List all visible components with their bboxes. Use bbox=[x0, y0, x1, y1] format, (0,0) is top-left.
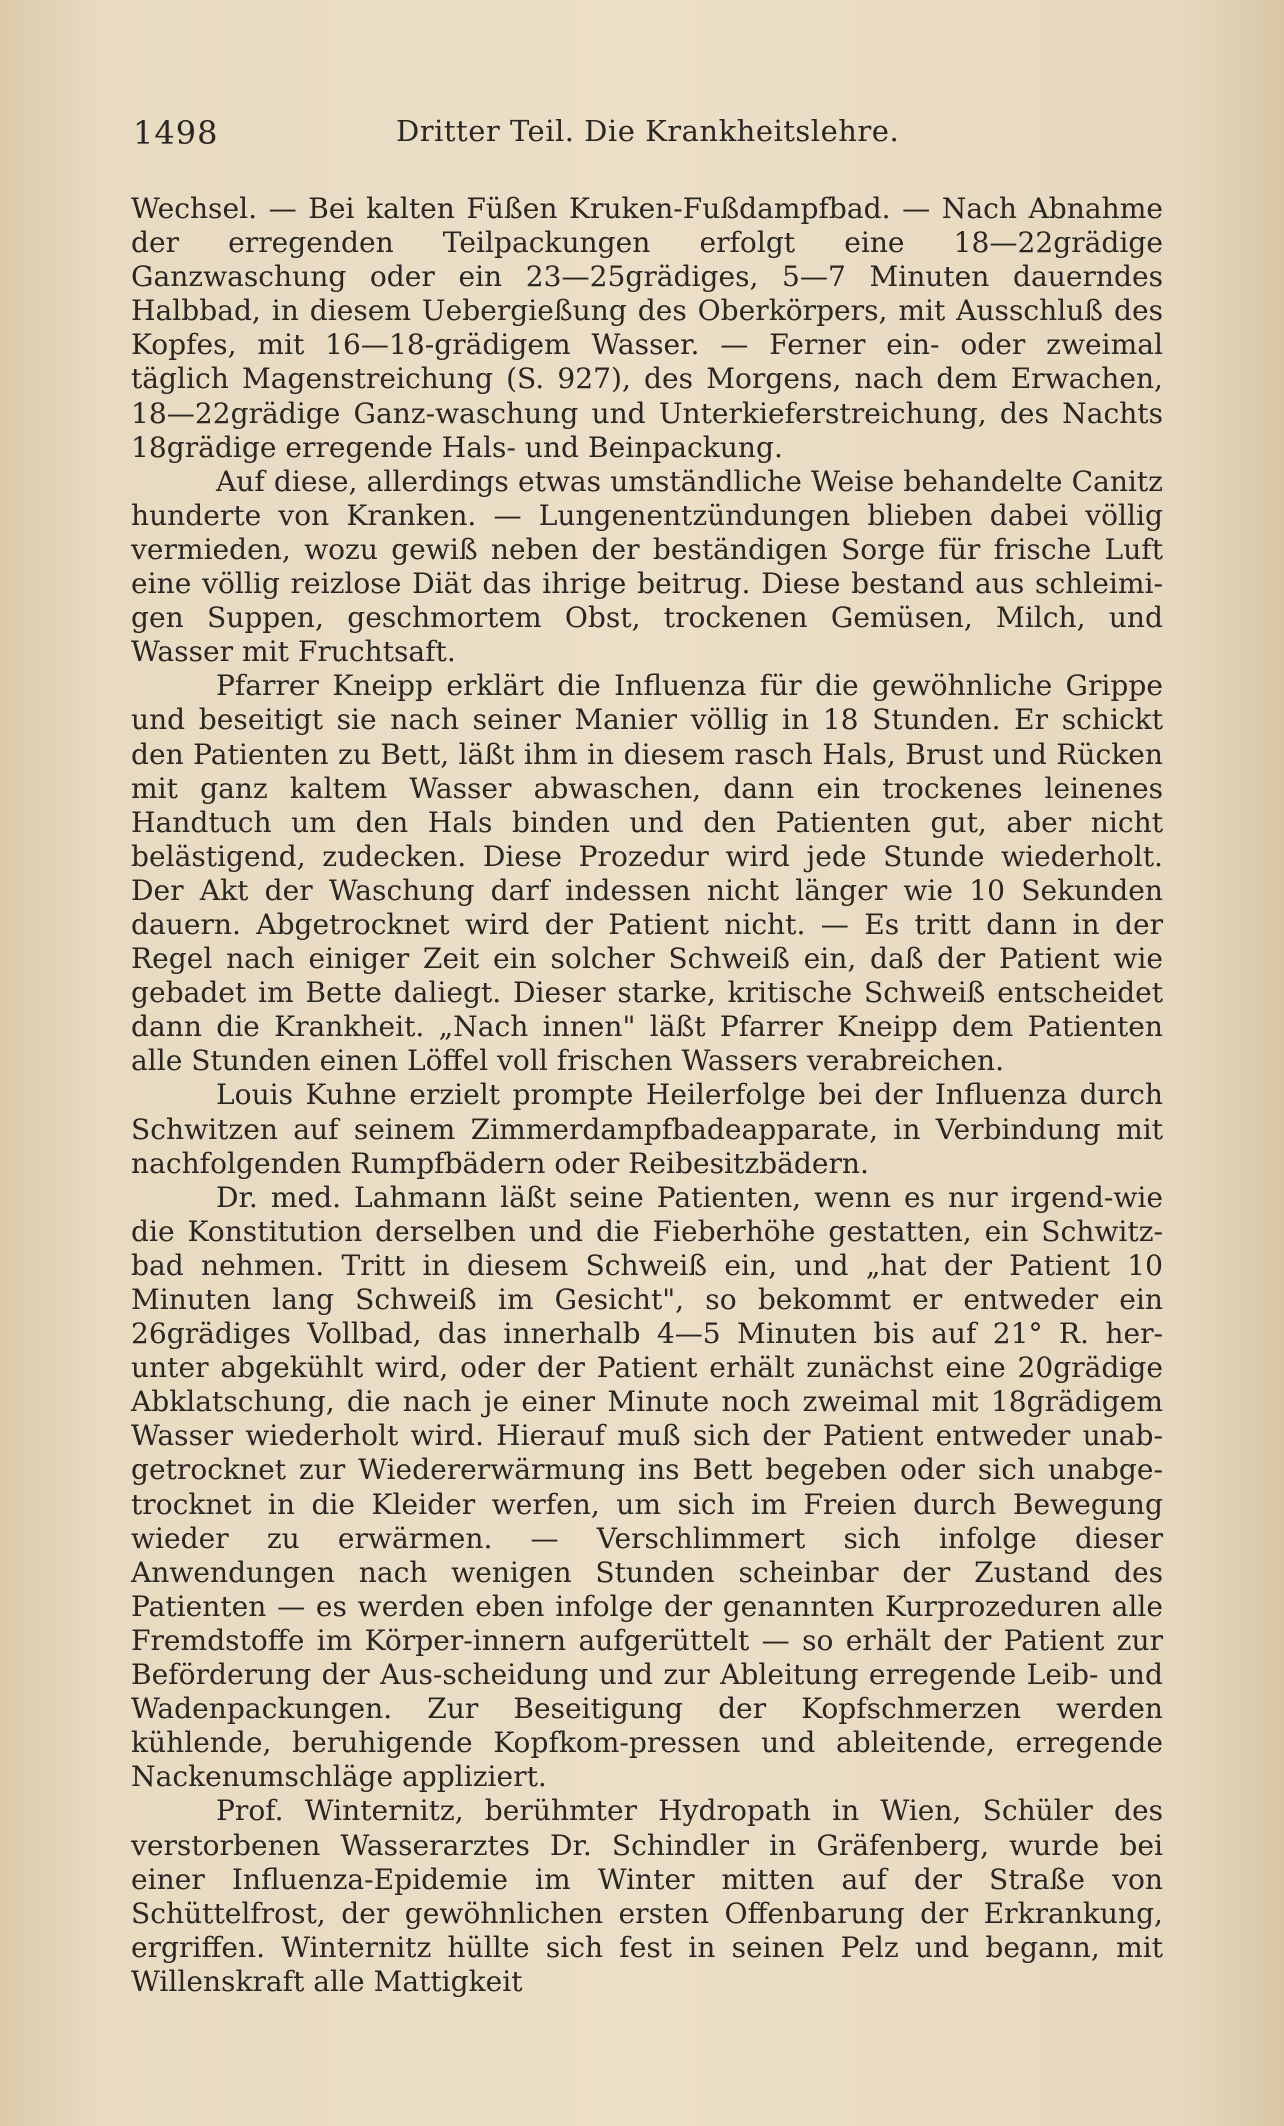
paragraph-kuhne: Louis Kuhne erzielt prompte Heilerfolge bei der Influenza durch Schwitzen auf seinem Zimmerdampfbadeapparate, in Verbindung mit nachfolgenden Rumpfbädern oder Reibesitzbädern. bbox=[131, 1078, 1163, 1180]
paragraph-lahmann: Dr. med. Lahmann läßt seine Patienten, wenn es nur irgend-wie die Konstitution derselben und die Fieberhöhe gestatten, ein Schwitz-bad nehmen. Tritt in diesem Schweiß ein, und „hat der Patient 10 Minuten lang Schweiß im Gesicht", so bekommt er entweder ein 26grädiges Vollbad, das innerhalb 4—5 Minuten bis auf 21° R. her-unter abgekühlt wird, oder der Patient erhält zunächst eine 20grädige Abklatschung, die nach je einer Minute noch zweimal mit 18grädigem Wasser wiederholt wird. Hierauf muß sich der Patient entweder unab-getrocknet zur Wiedererwärmung ins Bett begeben oder sich unabge-trocknet in die Kleider werfen, um sich im Freien durch Bewegung wieder zu erwärmen. — Verschlimmert sich infolge dieser Anwendungen nach wenigen Stunden scheinbar der Zustand des Patienten — es werden eben infolge der genannten Kurprozeduren alle Fremdstoffe im Körper-innern aufgerüttelt — so erhält der Patient zur Beförderung der Aus-scheidung und zur Ableitung erregende Leib- und Wadenpackungen. Zur Beseitigung der Kopfschmerzen werden kühlende, beruhigende Kopfkom-pressen und ableitende, erregende Nackenumschläge appliziert. bbox=[131, 1180, 1163, 1794]
running-title: Dritter Teil. Die Krankheitslehre. bbox=[396, 114, 900, 148]
page-number: 1498 bbox=[133, 114, 219, 152]
paragraph-wechsel: Wechsel. — Bei kalten Füßen Kruken-Fußdampfbad. — Nach Abnahme der erregenden Teilpackungen erfolgt eine 18—22grädige Ganzwaschung oder ein 23—25grädiges, 5—7 Minuten dauerndes Halbbad, in diesem Uebergießung des Oberkörpers, mit Ausschluß des Kopfes, mit 16—18-grädigem Wasser. — Ferner ein- oder zweimal täglich Magenstreichung (S. 927), des Morgens, nach dem Erwachen, 18—22grädige Ganz-waschung und Unterkieferstreichung, des Nachts 18grädige erregende Hals- und Beinpackung. bbox=[131, 192, 1163, 464]
paragraph-winternitz: Prof. Winternitz, berühmter Hydropath in Wien, Schüler des verstorbenen Wasserarztes Dr. Schindler in Gräfenberg, wurde bei einer Influenza-Epidemie im Winter mitten auf der Straße von Schüttelfrost, der gewöhnlichen ersten Offenbarung der Erkrankung, ergriffen. Winternitz hüllte sich fest in seinen Pelz und begann, mit Willenskraft alle Mattigkeit bbox=[131, 1794, 1163, 1998]
paragraph-kneipp: Pfarrer Kneipp erklärt die Influenza für die gewöhnliche Grippe und beseitigt sie nach seiner Manier völlig in 18 Stunden. Er schickt den Patienten zu Bett, läßt ihm in diesem rasch Hals, Brust und Rücken mit ganz kaltem Wasser abwaschen, dann ein trockenes leinenes Handtuch um den Hals binden und den Patienten gut, aber nicht belästigend, zudecken. Diese Prozedur wird jede Stunde wiederholt. Der Akt der Waschung darf indessen nicht länger wie 10 Sekunden dauern. Abgetrocknet wird der Patient nicht. — Es tritt dann in der Regel nach einiger Zeit ein solcher Schweiß ein, daß der Patient wie gebadet im Bette daliegt. Dieser starke, kritische Schweiß entscheidet dann die Krankheit. „Nach innen" läßt Pfarrer Kneipp dem Patienten alle Stunden einen Löffel voll frischen Wassers verabreichen. bbox=[131, 669, 1163, 1078]
body-text bbox=[131, 192, 1163, 1999]
page-header bbox=[133, 112, 1183, 156]
paragraph-canitz: Auf diese, allerdings etwas umständliche Weise behandelte Canitz hunderte von Kranken. — Lungenentzündungen blieben dabei völlig vermieden, wozu gewiß neben der beständigen Sorge für frische Luft eine völlig reizlose Diät das ihrige beitrug. Diese bestand aus schleimi-gen Suppen, geschmortem Obst, trockenen Gemüsen, Milch, und Wasser mit Fruchtsaft. bbox=[131, 464, 1163, 669]
